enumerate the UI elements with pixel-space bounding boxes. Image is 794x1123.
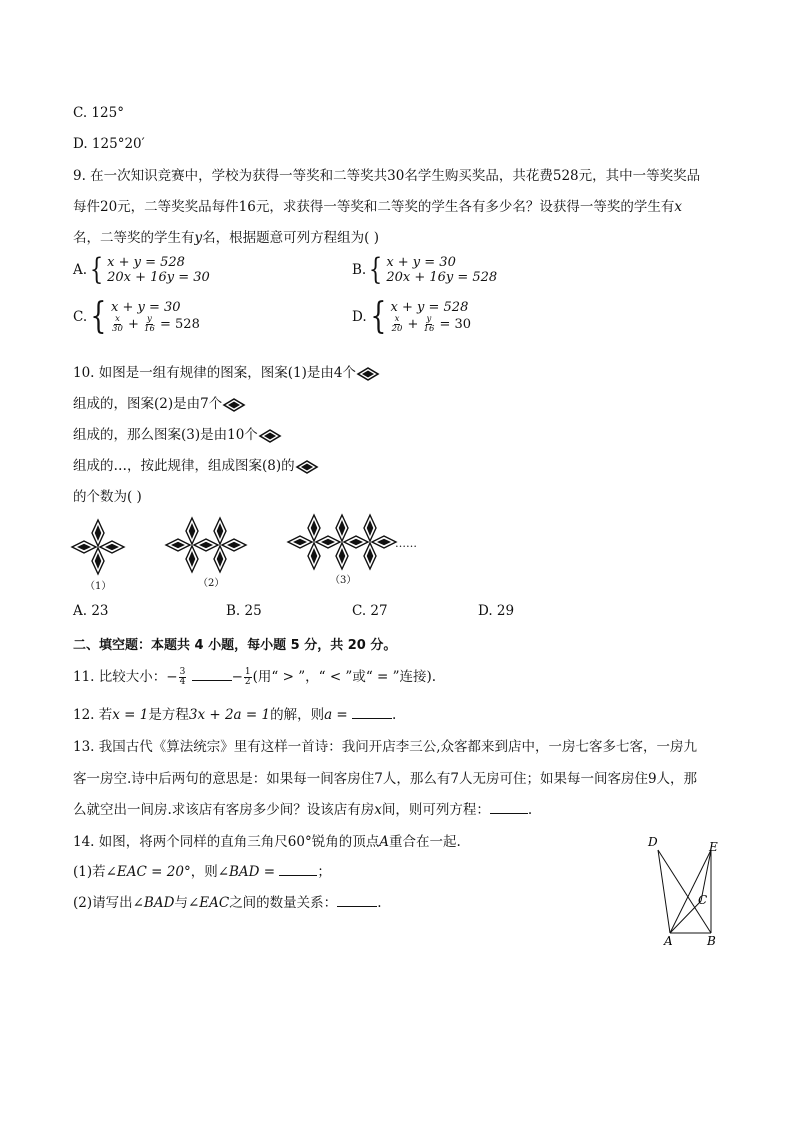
label-d: D (648, 835, 658, 849)
diamond-pair-icon (258, 429, 282, 443)
diamond-pair-icon (356, 367, 380, 381)
fig2-motif (214, 518, 226, 544)
fig1-motif (72, 541, 96, 553)
fig3-motif (308, 543, 320, 569)
q10-pattern-figure (70, 515, 430, 595)
label-b: B (707, 934, 716, 948)
q10-ellipsis: …… (395, 537, 417, 550)
label-e: E (709, 840, 718, 854)
fig3-motif (336, 515, 348, 541)
fig3-motif (336, 543, 348, 569)
q14-part1: (1)若∠EAC = 20°，则∠BAD = ； (73, 864, 331, 880)
q11-line: 11. 比较大小：− $\frac{3}{4}$ − $\frac{1}{2}$ (用“ > ”，“ < ”或“ = ”连接). (73, 667, 437, 687)
q14-triangle-figure (640, 830, 740, 950)
q13-line1: 13. 我国古代《算法统宗》里有这样一首诗：我问开店李三公,众客都来到店中，一房七客多七客，一房九 (73, 739, 698, 755)
q14-line1: 14. 如图，将两个同样的直角三角尺60°锐角的顶点A重合在一起. (73, 834, 461, 850)
q10-stem-line3: 组成的，那么图案(3)是由10个 (73, 426, 282, 444)
q9-option-a: A. { x + y = 528 20x + 16y = 30 (73, 252, 210, 287)
q10-stem-line2: 组成的，图案(2)是由7个 (73, 395, 246, 413)
fig3-motif (364, 543, 376, 569)
q8-option-c: C. 125° (73, 105, 124, 121)
fig3-motif (308, 515, 320, 541)
q9-option-d: D. { x + y = 528 $\frac{x}{20}$ + $\frac{y}{16}$ = 30 (352, 296, 472, 337)
q8-option-d: D. 125°20′ (73, 136, 145, 152)
fig3-motif (344, 536, 368, 548)
q10-fig3-label: （3） (330, 575, 357, 586)
q13-line3: 么就空出一间房.求该店有客房多少间？设该店有房x间，则可列方程： . (73, 802, 533, 818)
q10-stem-line5: 的个数为( ) (73, 489, 142, 505)
q14-part2: (2)请写出∠BAD与∠EAC之间的数量关系： . (73, 895, 382, 911)
fig1-motif (92, 520, 104, 546)
q10-option-c: C. 27 (352, 603, 388, 619)
q10-fig2-label: （2） (198, 578, 225, 589)
q10-option-b: B. 25 (226, 603, 262, 619)
q9-stem-line3: 名，二等奖的学生有y名，根据题意可列方程组为( ) (73, 230, 379, 246)
q11-answer-blank[interactable] (192, 668, 232, 681)
fig2-motif (222, 539, 246, 551)
fig2-motif (214, 546, 226, 572)
fig2-motif (166, 539, 190, 551)
q9-stem-line1: 9. 在一次知识竞赛中，学校为获得一等奖和二等奖共30名学生购买奖品，共花费528元，其中一等奖奖品 (73, 168, 701, 184)
q12-line: 12. 若x = 1是方程3x + 2a = 1的解，则a = . (73, 707, 397, 723)
label-c: C (698, 893, 708, 907)
q10-stem-line1: 10. 如图是一组有规律的图案，图案(1)是由4个 (73, 364, 380, 382)
q13-answer-blank[interactable] (490, 801, 528, 814)
diamond-pair-icon (295, 460, 319, 474)
q13-line2: 客一房空.诗中后两句的意思是：如果每一间客房住7人，那么有7人无房可住；如果每一间客房住9人，那 (73, 771, 698, 787)
diamond-pair-icon (222, 398, 246, 412)
q10-stem-line4: 组成的…，按此规律，组成图案(8)的 (73, 457, 319, 475)
fig2-motif (186, 518, 198, 544)
label-a: A (664, 934, 673, 948)
fig1-motif (100, 541, 124, 553)
q10-fig1-label: （1） (85, 581, 112, 592)
q14-part1-blank[interactable] (279, 863, 317, 876)
q9-option-b: B. { x + y = 30 20x + 16y = 528 (352, 252, 498, 287)
fig2-motif (186, 546, 198, 572)
fig1-motif (92, 548, 104, 574)
fig3-motif (364, 515, 376, 541)
section-title-fill-blank: 二、填空题：本题共 4 小题，每小题 5 分，共 20 分。 (73, 638, 397, 653)
fig3-motif (288, 536, 312, 548)
fig3-motif (316, 536, 340, 548)
q10-option-d: D. 29 (478, 603, 515, 619)
q14-part2-blank[interactable] (337, 894, 377, 907)
fig2-motif (194, 539, 218, 551)
fig3-motif (372, 536, 396, 548)
q10-option-a: A. 23 (73, 603, 109, 619)
q9-option-c: C. { x + y = 30 $\frac{x}{30}$ + $\frac{y}{16}$ = 528 (73, 296, 200, 337)
q12-answer-blank[interactable] (352, 706, 392, 719)
q9-stem-line2: 每件20元，二等奖奖品每件16元，求获得一等奖和二等奖的学生各有多少名？设获得一等奖的学生有x (73, 199, 682, 215)
